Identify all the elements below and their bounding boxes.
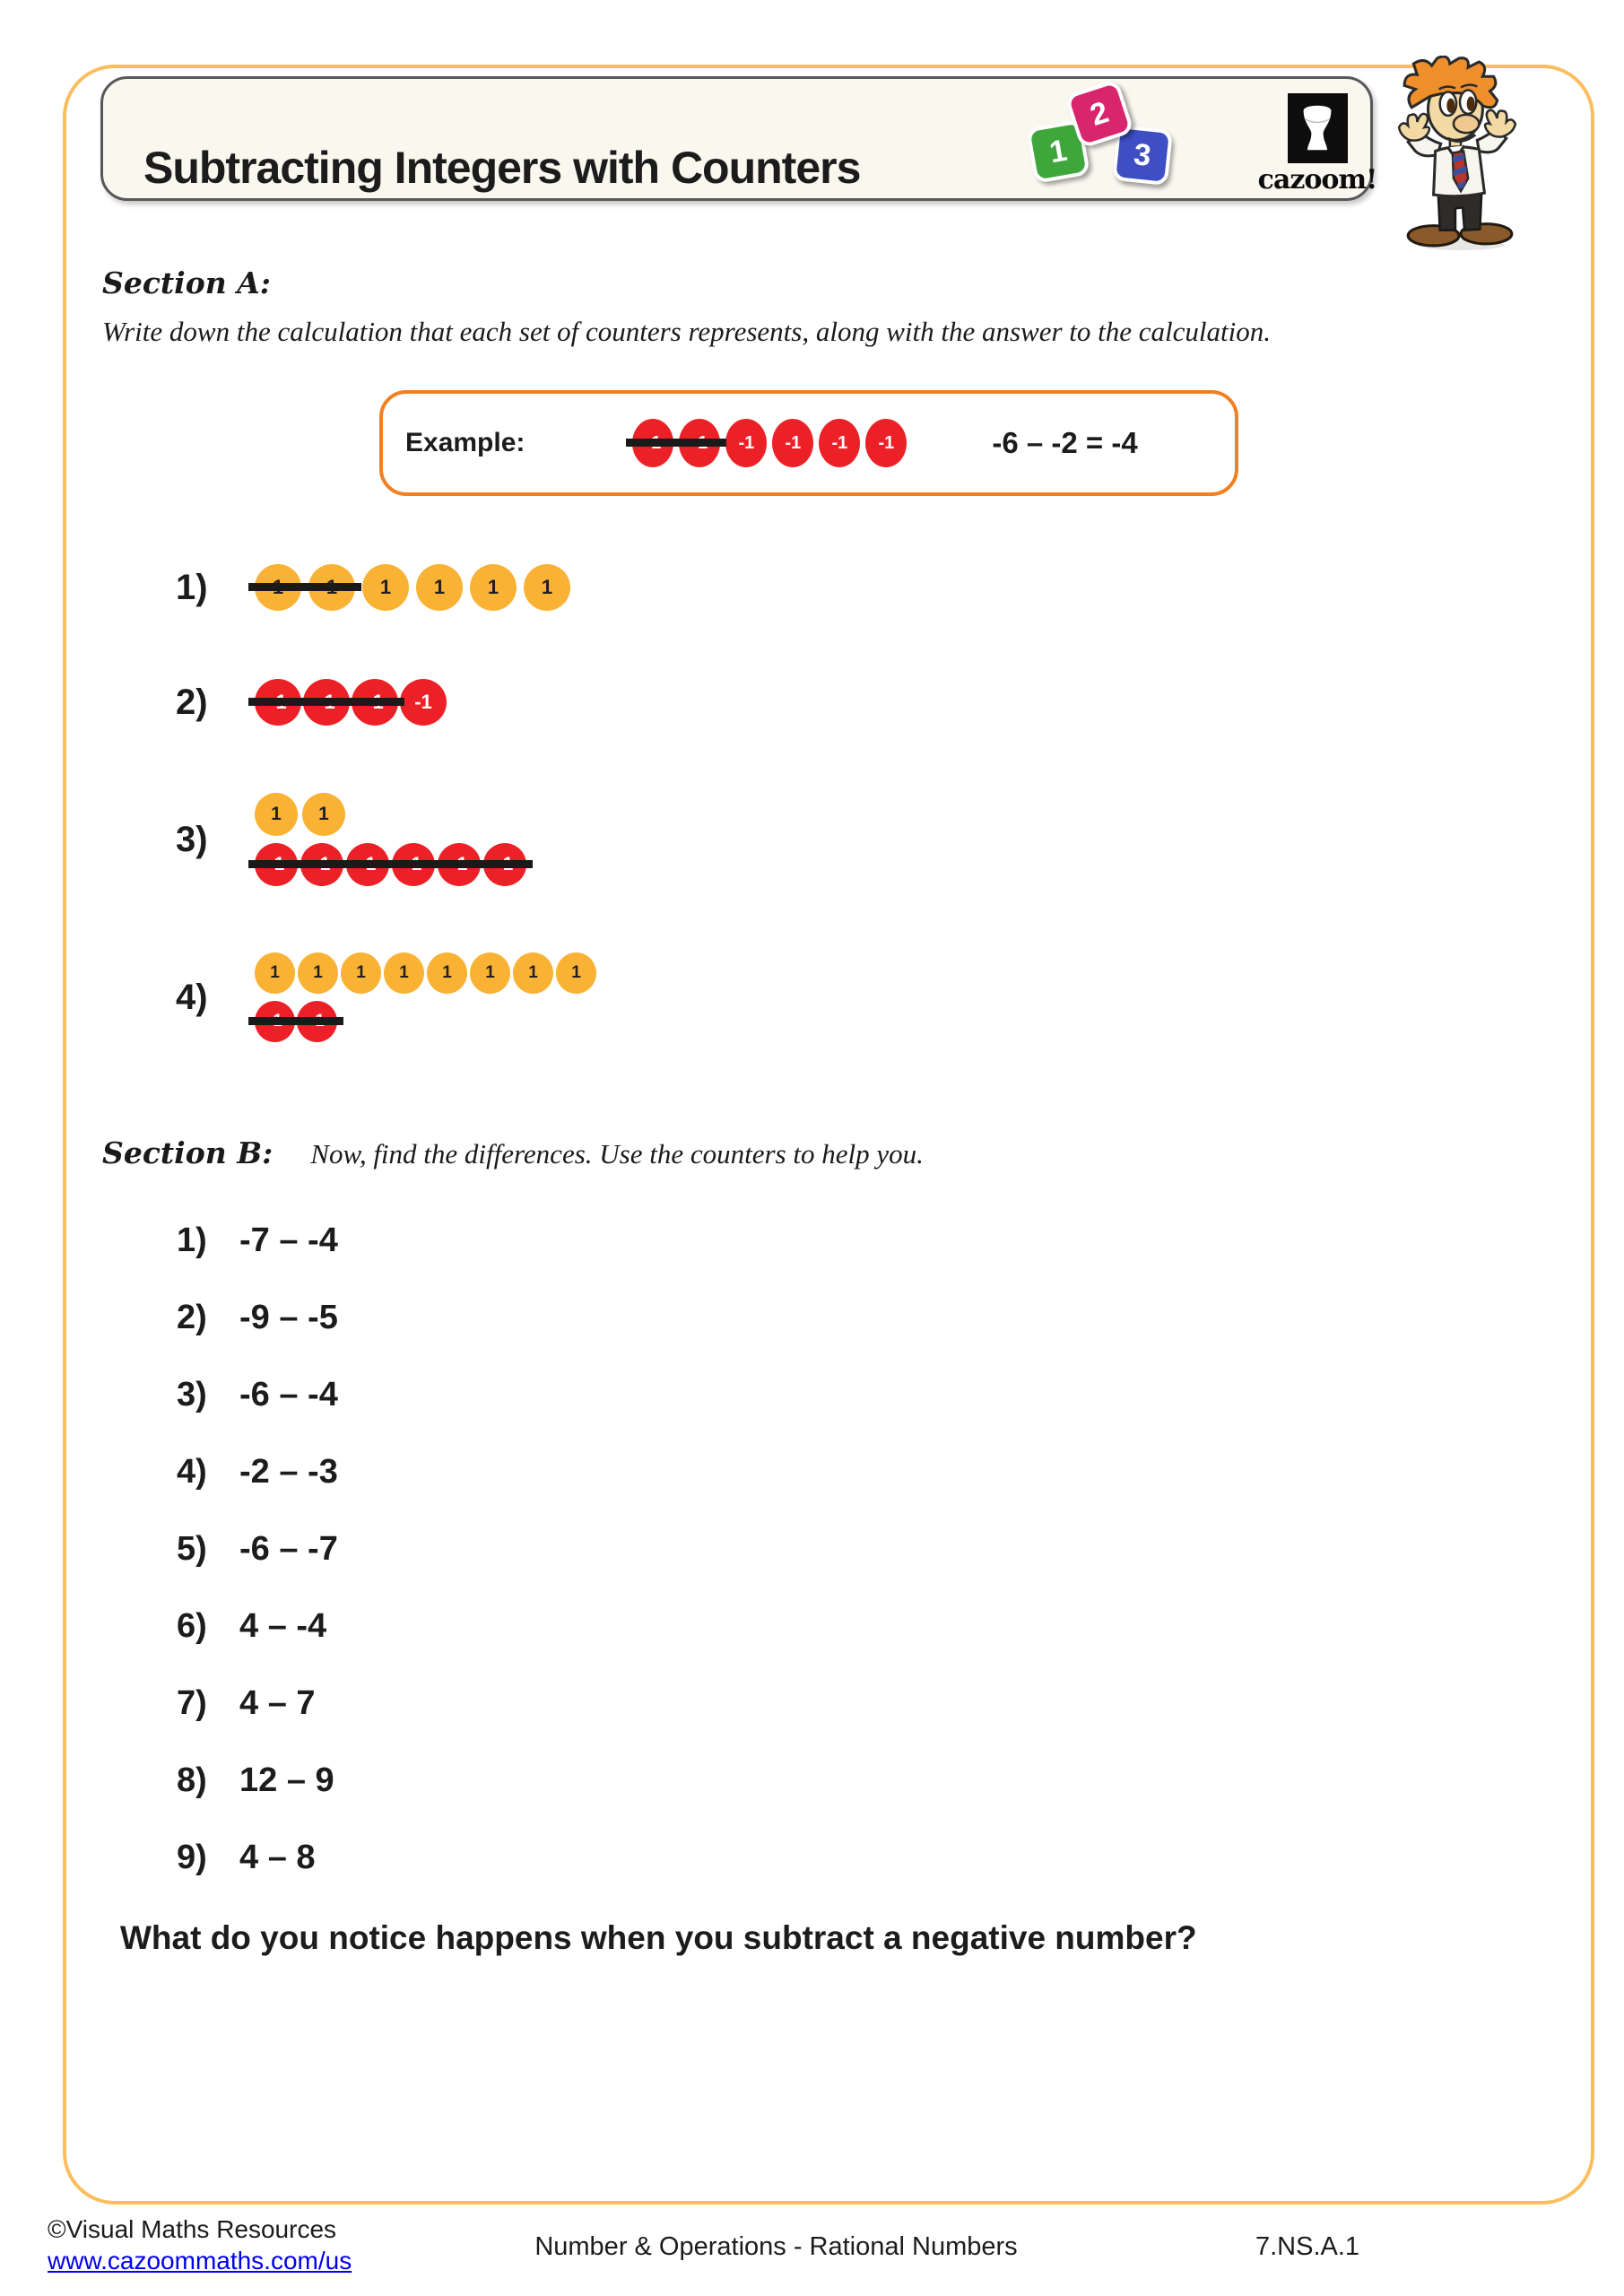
counter-group	[255, 952, 596, 1042]
page-title: Subtracting Integers with Counters	[143, 142, 861, 193]
problem-number: 7)	[177, 1683, 207, 1722]
section-a-item-3	[176, 793, 526, 886]
counter-row	[255, 1001, 337, 1042]
counter-row	[632, 419, 907, 467]
positive-counter: 1	[556, 952, 596, 994]
counter-group	[255, 564, 570, 611]
problem-number: 4)	[177, 1452, 207, 1491]
tile-3-icon: 3	[1112, 125, 1173, 186]
standard-code: 7.NS.A.1	[1255, 2232, 1360, 2261]
problem-expression: -6 – -4	[239, 1375, 338, 1413]
positive-counter: 1	[524, 564, 570, 611]
negative-counter: -1	[865, 419, 907, 467]
problem-row	[177, 1449, 338, 1494]
negative-counter: -1	[725, 419, 767, 467]
counter-group	[255, 793, 526, 886]
positive-counter: 1	[298, 952, 338, 994]
problem-number: 1)	[177, 1221, 207, 1259]
problem-row	[177, 1372, 338, 1417]
problem-expression: 12 – 9	[239, 1761, 334, 1799]
mascot-character	[1395, 56, 1523, 253]
section-b-instructions: Now, find the differences. Use the counters to help you.	[310, 1138, 924, 1170]
cazoom-logo	[1251, 93, 1384, 196]
problem-expression: 4 – -4	[239, 1606, 327, 1645]
problem-expression: -9 – -5	[239, 1298, 338, 1336]
problem-row	[177, 1604, 338, 1648]
problem-expression: -7 – -4	[239, 1221, 338, 1259]
section-a-heading: Section A:	[102, 265, 271, 300]
strikethrough-line	[248, 1017, 343, 1025]
item-number: 1)	[176, 567, 208, 607]
footer-topic: Number & Operations - Rational Numbers	[534, 2232, 1018, 2261]
counter-row	[255, 952, 596, 994]
negative-counter: -1	[819, 419, 860, 467]
strikethrough-line	[248, 583, 361, 591]
positive-counter: 1	[341, 952, 381, 994]
problem-row	[177, 1758, 338, 1803]
positive-counter: 1	[384, 952, 424, 994]
problem-expression: -2 – -3	[239, 1452, 338, 1491]
problem-number: 5)	[177, 1529, 207, 1568]
problem-row	[177, 1835, 338, 1880]
problem-row	[177, 1681, 338, 1726]
problem-row	[177, 1295, 338, 1340]
problem-expression: 4 – 8	[239, 1838, 316, 1876]
example-box	[379, 390, 1238, 496]
positive-counter: 1	[470, 952, 510, 994]
copyright-text: ©Visual Maths Resources	[48, 2215, 337, 2243]
problem-number: 6)	[177, 1606, 207, 1645]
section-b-heading-row	[102, 1135, 924, 1170]
counter-group	[255, 679, 447, 726]
positive-counter: 1	[427, 952, 467, 994]
negative-counter: -1	[772, 419, 813, 467]
section-a-item-4	[176, 952, 596, 1042]
problem-row	[177, 1526, 338, 1571]
problem-number: 9)	[177, 1838, 207, 1876]
item-number: 2)	[176, 682, 208, 722]
section-a-item-2	[176, 679, 447, 726]
example-label: Example:	[405, 428, 525, 457]
counter-row	[255, 564, 570, 611]
counter-row	[255, 793, 345, 836]
strikethrough-line	[248, 860, 533, 868]
positive-counter: 1	[362, 564, 409, 611]
counter-row	[255, 679, 447, 726]
example-counter-group	[632, 419, 907, 467]
section-b-problem-list	[177, 1218, 338, 1912]
positive-counter: 1	[255, 952, 295, 994]
positive-counter: 1	[302, 793, 345, 836]
strikethrough-line	[626, 439, 726, 447]
problem-expression: 4 – 7	[239, 1683, 316, 1722]
item-number: 4)	[176, 977, 208, 1017]
counter-row	[255, 843, 526, 886]
drum-icon	[1288, 93, 1348, 163]
tile-2-icon: 2	[1064, 79, 1134, 149]
section-a-instructions: Write down the calculation that each set of counters represents, along with the answer to the calculation.	[102, 316, 1271, 347]
title-box	[100, 76, 1377, 201]
positive-counter: 1	[416, 564, 463, 611]
negative-counter: -1	[400, 679, 447, 726]
strikethrough-line	[248, 698, 404, 706]
section-a-item-1	[176, 564, 570, 611]
item-number: 3)	[176, 819, 208, 859]
section-b-heading: Section B:	[102, 1135, 274, 1170]
tile-1-icon: 1	[1026, 119, 1090, 184]
problem-number: 2)	[177, 1298, 207, 1336]
problem-number: 8)	[177, 1761, 207, 1799]
brand-name: cazoom!	[1257, 164, 1377, 196]
section-b-question: What do you notice happens when you subtract a negative number?	[120, 1919, 1197, 1956]
positive-counter: 1	[513, 952, 553, 994]
positive-counter: 1	[255, 793, 298, 836]
example-equation: -6 – -2 = -4	[992, 426, 1138, 459]
website-link[interactable]: www.cazoommaths.com/us	[48, 2247, 352, 2274]
positive-counter: 1	[470, 564, 517, 611]
problem-expression: -6 – -7	[239, 1529, 338, 1568]
problem-number: 3)	[177, 1375, 207, 1413]
problem-row	[177, 1218, 338, 1263]
logo-123	[1029, 84, 1172, 190]
